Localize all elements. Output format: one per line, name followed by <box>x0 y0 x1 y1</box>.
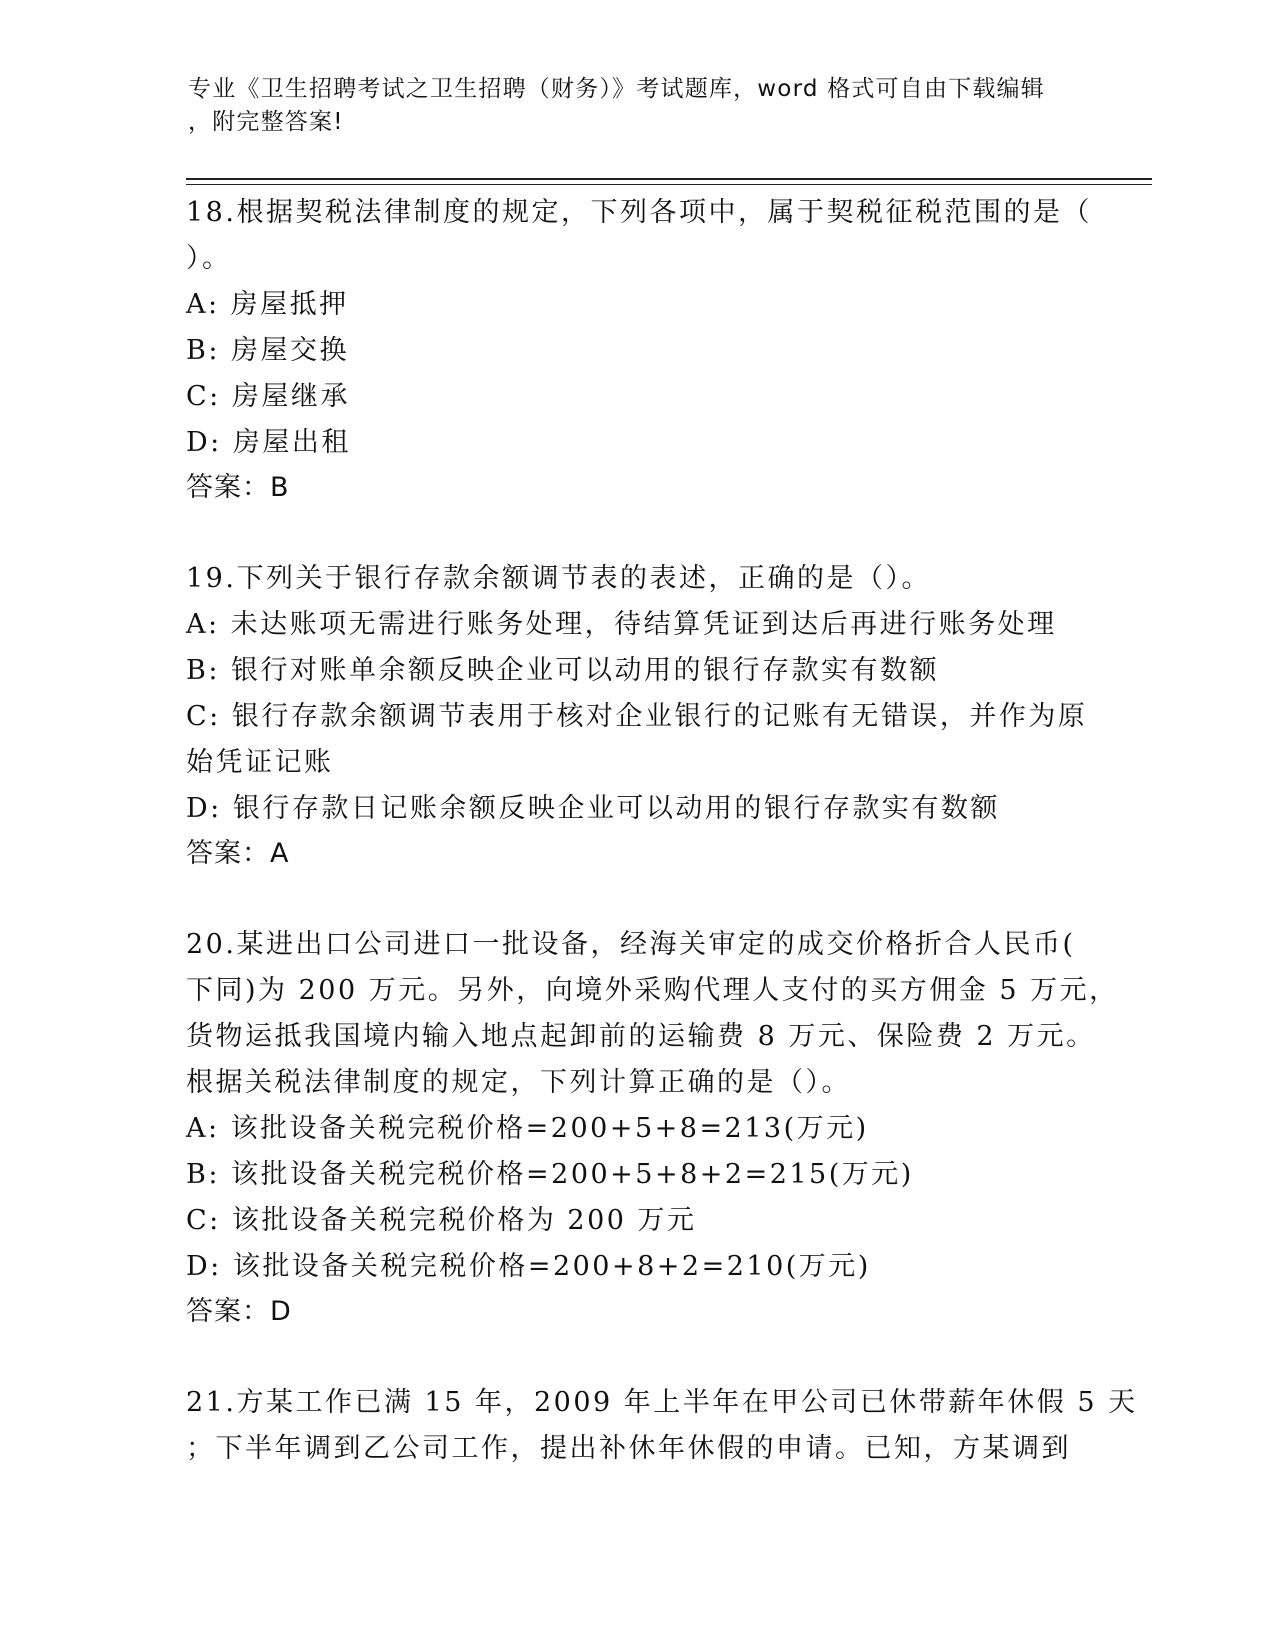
question-stem-line: 20.某进出口公司进口一批设备，经海关审定的成交价格折合人民币( <box>186 929 1076 960</box>
question-stem-line: ；下半年调到乙公司工作，提出补休年休假的申请。已知，方某调到 <box>186 1433 1071 1464</box>
option-c: C: 银行存款余额调节表用于核对企业银行的记账有无错误，并作为原 <box>186 701 1088 732</box>
question-20 <box>186 922 1119 1334</box>
option-c-continued: 始凭证记账 <box>186 747 334 778</box>
document-header <box>188 73 1068 139</box>
option-b: B: 该批设备关税完税价格=200+5+8+2=215(万元) <box>186 1159 914 1190</box>
question-stem-line: 货物运抵我国境内输入地点起卸前的运输费 8 万元、保险费 2 万元。 <box>186 1021 1096 1052</box>
question-stem-line: 21.方某工作已满 15 年，2009 年上半年在甲公司已休带薪年休假 5 天 <box>186 1387 1138 1418</box>
answer-line: 答案：D <box>186 1296 292 1327</box>
question-21 <box>186 1380 1138 1472</box>
question-stem-line: 下同)为 200 万元。另外，向境外采购代理人支付的买方佣金 5 万元， <box>186 975 1119 1006</box>
question-stem-line: 19.下列关于银行存款余额调节表的表述，正确的是（）。 <box>186 563 931 594</box>
option-b: B: 银行对账单余额反映企业可以动用的银行存款实有数额 <box>186 655 940 686</box>
question-18 <box>186 190 1092 510</box>
question-stem-line: 18.根据契税法律制度的规定，下列各项中，属于契税征税范围的是（ <box>186 197 1092 228</box>
option-d: D: 银行存款日记账余额反映企业可以动用的银行存款实有数额 <box>186 793 1000 824</box>
option-d: D: 该批设备关税完税价格=200+8+2=210(万元) <box>186 1251 871 1282</box>
option-c: C: 房屋继承 <box>186 381 350 412</box>
option-b: B: 房屋交换 <box>186 335 350 366</box>
question-list <box>186 190 1138 1472</box>
question-stem-line: ）。 <box>186 243 232 274</box>
header-line-2: ，附完整答案! <box>188 109 344 135</box>
option-c: C: 该批设备关税完税价格为 200 万元 <box>186 1205 697 1236</box>
spacer <box>186 1334 1086 1380</box>
header-line-1: 专业《卫生招聘考试之卫生招聘（财务）》考试题库，word 格式可自由下载编辑 <box>188 76 1045 102</box>
option-a: A: 未达账项无需进行账务处理，待结算凭证到达后再进行账务处理 <box>186 609 1057 640</box>
question-19 <box>186 556 1086 876</box>
option-d: D: 房屋出租 <box>186 427 351 458</box>
header-divider-thick <box>186 178 1152 180</box>
answer-line: 答案：A <box>186 838 290 869</box>
spacer <box>186 876 1086 922</box>
option-a: A: 该批设备关税完税价格=200+5+8=213(万元) <box>186 1113 869 1144</box>
option-a: A: 房屋抵押 <box>186 289 349 320</box>
answer-line: 答案：B <box>186 472 290 503</box>
header-divider-thin <box>186 184 1152 185</box>
question-stem-line: 根据关税法律制度的规定，下列计算正确的是（）。 <box>186 1067 851 1098</box>
spacer <box>186 510 1086 556</box>
